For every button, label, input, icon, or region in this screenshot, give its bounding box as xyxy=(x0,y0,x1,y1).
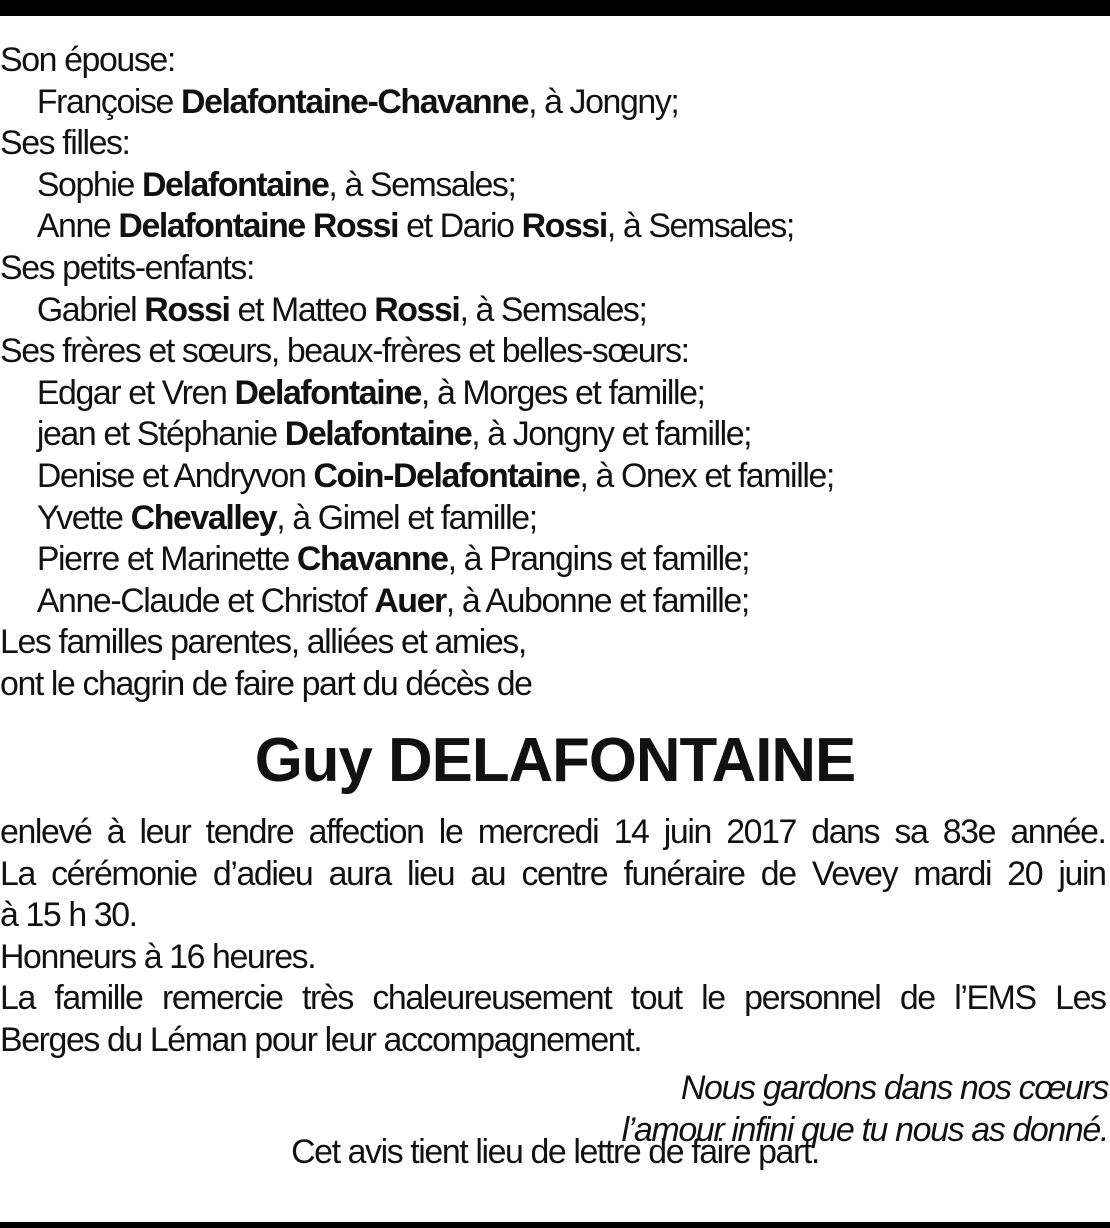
family-member-line xyxy=(0,82,1106,124)
family-group-heading xyxy=(0,123,1106,165)
family-name: Rossi xyxy=(374,290,460,329)
family-text: Ses frères et sœurs, beaux-frères et belles-sœurs: xyxy=(0,332,689,371)
family-text: , à Aubonne et famille; xyxy=(445,581,749,620)
body-line-4: Honneurs à 16 heures. xyxy=(0,937,316,976)
family-text: Pierre et Marinette xyxy=(36,540,297,579)
family-member-line xyxy=(0,456,1106,498)
family-text: Denise et Andryvon xyxy=(36,456,314,495)
deceased-name: Guy DELAFONTAINE xyxy=(254,726,856,795)
family-text: et Dario xyxy=(398,207,522,246)
family-member-line xyxy=(0,373,1106,415)
family-text: , à Jongny; xyxy=(528,82,679,121)
family-text: Ses petits-enfants: xyxy=(0,248,254,287)
family-text: Gabriel xyxy=(36,290,145,329)
family-text: , à Semsales; xyxy=(328,165,516,204)
body-line-2: La cérémonie d’adieu aura lieu au centre funéraire de Vevey mardi 20 juin xyxy=(0,854,1106,893)
family-name: Delafontaine xyxy=(141,165,329,204)
family-name: Chavanne xyxy=(296,540,448,579)
quote-line-2: l’amour infini que tu nous as donné. xyxy=(621,1110,1108,1149)
family-name: Delafontaine xyxy=(234,373,421,412)
family-name: Delafontaine xyxy=(284,415,472,454)
body-line-5: La famille remercie très chaleureusement tout le personnel de l’EMS Les xyxy=(0,979,1106,1018)
family-text: Les familles parentes, alliées et amies, xyxy=(0,623,526,662)
family-group-heading xyxy=(0,248,1106,290)
family-text: Anne-Claude et Christof xyxy=(36,581,375,620)
family-text: Son épouse: xyxy=(0,41,175,79)
family-name: Rossi xyxy=(521,207,607,246)
family-text: , à Semsales; xyxy=(606,207,794,246)
family-text: Françoise xyxy=(36,82,182,121)
family-text: , à Jongny et famille; xyxy=(471,415,752,454)
family-member-line xyxy=(0,414,1106,456)
family-member-line xyxy=(0,165,1106,207)
family-text: et Matteo xyxy=(229,290,375,329)
family-name: Delafontaine Rossi xyxy=(118,207,399,246)
bottom-rule xyxy=(0,1222,1110,1228)
family-text: Anne xyxy=(36,207,119,246)
family-text: , à Morges et famille; xyxy=(420,373,705,412)
family-group-heading xyxy=(0,331,1106,373)
family-list xyxy=(0,40,1110,706)
family-name: Auer xyxy=(374,581,446,620)
family-name: Delafontaine-Chavanne xyxy=(181,82,529,121)
family-group-heading xyxy=(0,40,1106,82)
family-text: Sophie xyxy=(36,165,142,204)
family-text: , à Onex et famille; xyxy=(579,456,834,495)
announcement-body xyxy=(0,812,1110,1062)
family-name: Rossi xyxy=(144,290,230,329)
family-text: , à Gimel et famille; xyxy=(276,498,537,537)
family-member-line xyxy=(0,206,1106,248)
body-line-1: enlevé à leur tendre affection le mercredi 14 juin 2017 dans sa 83e année. xyxy=(0,813,1106,851)
family-text: , à Semsales; xyxy=(459,290,647,329)
body-line-6: Berges du Léman pour leur accompagnement. xyxy=(0,1020,642,1059)
family-text: Edgar et Vren xyxy=(36,373,235,412)
top-rule xyxy=(0,0,1110,16)
family-member-line xyxy=(0,581,1106,623)
closing-note: Cet avis tient lieu de lettre de faire part. xyxy=(291,1133,819,1171)
family-member-line xyxy=(0,498,1106,540)
family-name: Chevalley xyxy=(130,498,277,537)
family-member-line xyxy=(0,290,1106,332)
family-text: Ses filles: xyxy=(0,124,130,163)
family-name: Coin-Delafontaine xyxy=(313,456,580,495)
family-text: Yvette xyxy=(36,498,131,537)
family-text: ont le chagrin de faire part du décès de xyxy=(0,664,532,703)
family-text: , à Prangins et famille; xyxy=(447,540,750,579)
family-member-line xyxy=(0,539,1106,581)
family-group-heading xyxy=(0,622,1106,664)
quote-line-1: Nous gardons dans nos cœurs xyxy=(680,1069,1108,1107)
body-line-3: à 15 h 30. xyxy=(0,896,137,935)
family-group-heading xyxy=(0,664,1106,706)
family-text: jean et Stéphanie xyxy=(36,415,285,454)
